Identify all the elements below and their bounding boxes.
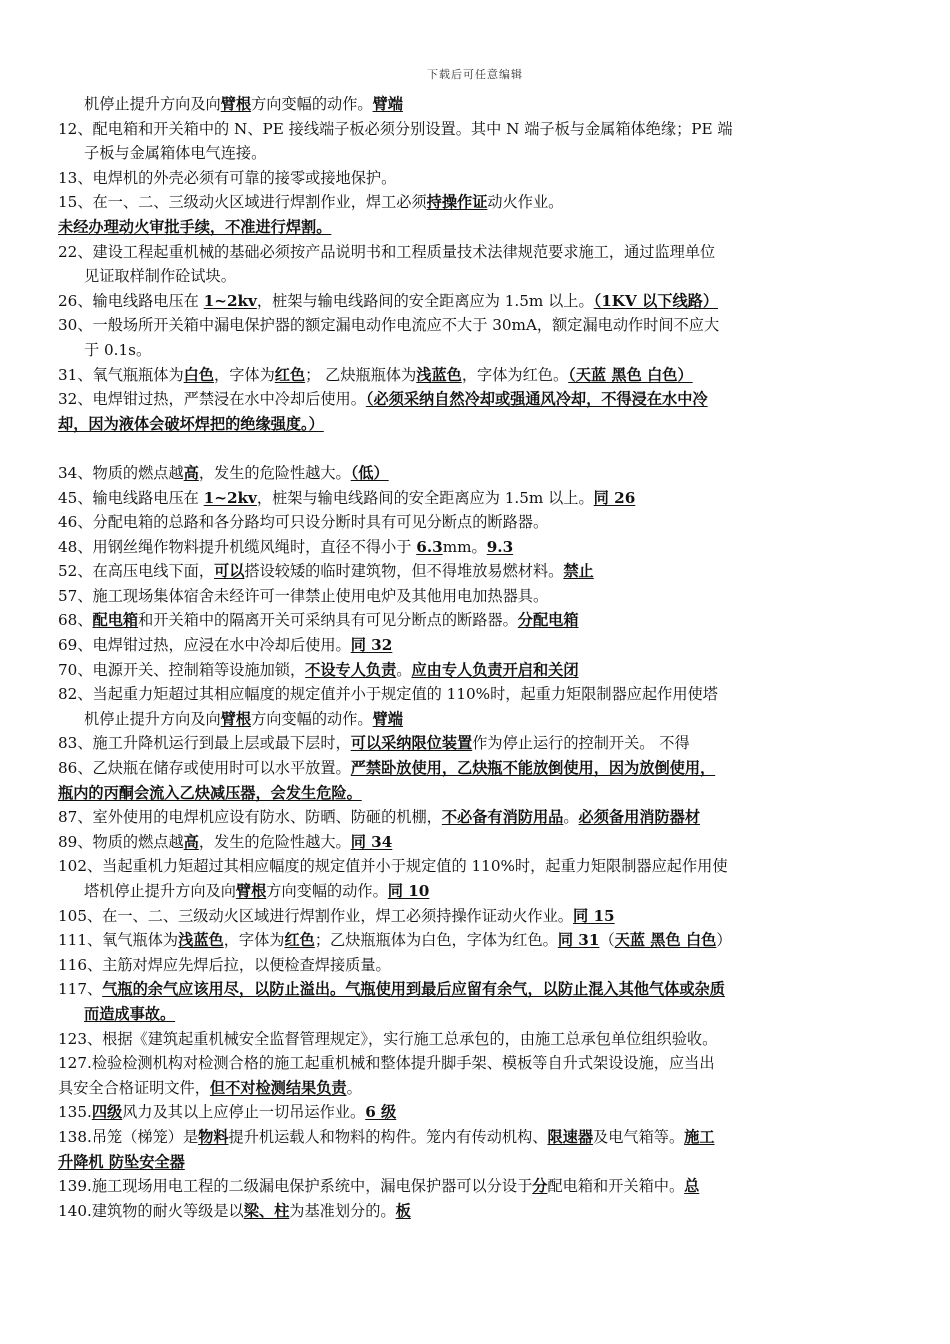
text-segment: 86、乙炔瓶在储存或使用时可以水平放置。 (58, 759, 351, 778)
text-segment: 102、当起重机力矩超过其相应幅度的规定值并小于规定值的 110%时，起重力矩限制器应起作用使 (58, 857, 728, 876)
answer-emphasis: 物料 (198, 1127, 229, 1146)
answer-emphasis: 臂根 (220, 95, 252, 113)
text-line (58, 953, 898, 978)
answer-emphasis: 同 10 (387, 882, 430, 900)
answer-emphasis: 但不对检测结果负责 (209, 1078, 347, 1097)
text-line (58, 977, 898, 1002)
answer-emphasis: 持操作证 (426, 193, 488, 212)
text-segment: 提升机运载人和物料的构件。笼内有传动机构、 (228, 1127, 548, 1146)
answer-emphasis: 而造成事故。 (84, 1004, 176, 1023)
answer-emphasis: 1~2kv (203, 488, 257, 507)
text-segment: 13、电焊机的外壳必须有可靠的接零或接地保护。 (58, 168, 397, 187)
answer-emphasis: 浅蓝色 (178, 931, 224, 950)
text-segment: ，字体为 (223, 931, 285, 950)
text-segment: 127.检验检测机构对检测合格的施工起重机械和整体提升脚手架、模板等自升式架设设施，应当出 (58, 1054, 715, 1073)
text-segment: 57、施工现场集体宿舍未经许可一律禁止使用电炉及其他用电加热器具。 (58, 586, 549, 605)
text-line (58, 854, 898, 879)
answer-emphasis: 同 15 (573, 906, 615, 925)
text-segment: 139.施工现场用电工程的二级漏电保护系统中，漏电保护器可以分设于 (58, 1177, 533, 1196)
text-segment: 。 (396, 660, 412, 679)
text-line (58, 190, 898, 215)
answer-emphasis: （天蓝 黑色 白色） (568, 365, 693, 384)
answer-emphasis: 不必备有消防用品 (441, 808, 564, 827)
answer-emphasis: 禁止 (563, 562, 594, 581)
answer-emphasis: 瓶内的丙酮会流入乙炔减压器，会发生危险。 (58, 783, 362, 802)
text-line (58, 1002, 898, 1027)
text-segment: ，字体为红色。 (461, 365, 569, 384)
text-segment: 111、氧气瓶体为 (58, 931, 179, 950)
answer-emphasis: （必须采纳自然冷却或强通风冷却，不得浸在水中冷 (365, 390, 708, 409)
text-segment: 。 (346, 1078, 362, 1097)
text-segment: ，发生的危险性越大。 (198, 832, 351, 851)
text-segment: 82、当起重力矩超过其相应幅度的规定值并小于规定值的 110%时，起重力矩限制器应起作用使塔 (58, 685, 718, 704)
text-segment: 动火作业。 (487, 193, 564, 212)
text-line (58, 338, 898, 363)
answer-emphasis: 配电箱 (92, 611, 139, 630)
text-line (58, 805, 898, 830)
text-line (58, 412, 898, 437)
text-segment: 方向变幅的动作。 (251, 95, 373, 113)
answer-emphasis: 未经办理动火审批手续，不准进行焊割。 (58, 217, 332, 236)
answer-emphasis: 同 31 (557, 931, 600, 950)
page-header: 下载后可任意编辑 (427, 68, 523, 81)
text-segment: 方向变幅的动作。 (251, 709, 373, 728)
answer-emphasis: 梁、柱 (243, 1201, 290, 1220)
text-segment: 69、电焊钳过热，应浸在水中冷却后使用。 (58, 636, 351, 655)
text-segment: 子板与金属箱体电气连接。 (84, 144, 267, 163)
text-line (58, 1125, 898, 1150)
text-segment: 87、室外使用的电焊机应设有防水、防晒、防砸的机棚， (58, 808, 442, 827)
text-segment: 105、在一、二、三级动火区域进行焊割作业，焊工必须持操作证动火作业。 (58, 906, 573, 925)
answer-emphasis: 严禁卧放使用，乙炔瓶不能放倒使用，因为放倒使用， (350, 759, 716, 778)
text-line (58, 240, 898, 265)
text-line (58, 166, 898, 191)
text-segment: 117、 (58, 980, 103, 999)
text-segment: 机停止提升方向及向 (84, 95, 221, 113)
text-segment: ） (716, 931, 732, 950)
document-body (58, 92, 898, 1223)
text-line (58, 1076, 898, 1101)
text-line (58, 830, 898, 855)
text-segment: ，桩架与输电线路间的安全距离应为 1.5m 以上。 (256, 488, 594, 507)
text-line (58, 1199, 898, 1224)
answer-emphasis: 分配电箱 (517, 611, 579, 630)
answer-emphasis: 天蓝 黑色 白色 (614, 931, 717, 950)
answer-emphasis: 分 (532, 1177, 548, 1196)
text-segment: 52、在高压电线下面， (58, 562, 215, 581)
text-line (58, 1174, 898, 1199)
text-segment: 34、物质的燃点越 (58, 463, 184, 482)
text-segment: 89、物质的燃点越 (58, 832, 184, 851)
text-segment: 83、施工升降机运行到最上层或最下层时， (58, 734, 351, 753)
text-segment: 31、氧气瓶瓶体为 (58, 365, 184, 384)
text-segment: 70、电源开关、控制箱等设施加锁， (58, 660, 306, 679)
text-line (58, 584, 898, 609)
answer-emphasis: 臂根 (220, 709, 252, 728)
text-segment: 116、主筋对焊应先焊后拉，以便检查焊接质量。 (58, 955, 391, 974)
text-line (58, 510, 898, 535)
answer-emphasis: （低） (350, 463, 389, 482)
text-line (58, 363, 898, 388)
answer-emphasis: 9.3 (486, 537, 514, 556)
text-line (58, 781, 898, 806)
text-segment: 搭设较矮的临时建筑物，但不得堆放易燃材料。 (244, 562, 564, 581)
text-segment: 风力及其以上应停止一切吊运作业。 (122, 1103, 366, 1122)
answer-emphasis: 可以采纳限位装置 (350, 734, 473, 753)
text-segment: 32、电焊钳过热，严禁浸在水中冷却后使用。 (58, 390, 366, 409)
text-line (58, 387, 898, 412)
answer-emphasis: 板 (395, 1201, 411, 1220)
answer-emphasis: 红色 (284, 931, 315, 950)
answer-emphasis: 白色 (183, 365, 215, 384)
text-line (58, 756, 898, 781)
answer-emphasis: 高 (183, 832, 199, 851)
text-line (58, 731, 898, 756)
answer-emphasis: 同 32 (350, 636, 393, 655)
text-line (58, 461, 898, 486)
text-line (58, 1051, 898, 1076)
answer-emphasis: 应由专人负责开启和关闭 (411, 660, 579, 679)
text-segment: 和开关箱中的隔离开关可采纳具有可见分断点的断路器。 (138, 611, 518, 630)
text-line (58, 658, 898, 683)
text-line (58, 1150, 898, 1175)
text-segment: 12、配电箱和开关箱中的 N、PE 接线端子板必须分别设置。其中 N 端子板与金属箱体绝缘；PE 端 (58, 119, 733, 138)
text-line (58, 289, 898, 314)
text-line (58, 682, 898, 707)
text-segment: ； 乙炔瓶瓶体为 (305, 365, 417, 384)
text-segment: 48、用钢丝绳作物料提升机缆风绳时，直径不得小于 (58, 537, 417, 556)
text-segment: 作为停止运行的控制开关。 不得 (472, 734, 690, 753)
text-segment: 于 0.1s。 (84, 340, 152, 359)
answer-emphasis: 6.3 (416, 537, 443, 556)
text-segment: 见证取样制作砼试块。 (84, 267, 236, 286)
text-line (58, 486, 898, 511)
text-segment: 123、根据《建筑起重机械安全监督管理规定》，实行施工总承包的，由施工总承包单位组织验收。 (58, 1029, 718, 1048)
answer-emphasis: 必须备用消防器材 (578, 808, 701, 827)
answer-emphasis: 施工 (684, 1127, 715, 1146)
text-segment: ；乙炔瓶瓶体为白色，字体为红色。 (314, 931, 558, 950)
text-segment: 45、输电线路电压在 (58, 488, 204, 507)
text-segment: 方向变幅的动作。 (266, 882, 388, 900)
text-line (58, 535, 898, 560)
text-line (58, 633, 898, 658)
answer-emphasis: 气瓶的余气应该用尽，以防止溢出。气瓶使用到最后应留有余气，以防止混入其他气体或杂质 (102, 980, 725, 999)
text-segment: 机停止提升方向及向 (84, 709, 221, 728)
text-line (58, 1027, 898, 1052)
text-segment: 26、输电线路电压在 (58, 291, 204, 310)
answer-emphasis: 升降机 防坠安全器 (58, 1152, 185, 1171)
answer-emphasis: 同 34 (350, 832, 393, 851)
text-line (58, 559, 898, 584)
text-line (58, 264, 898, 289)
text-segment: 135. (58, 1103, 92, 1122)
answer-emphasis: （1KV 以下线路） (593, 291, 719, 310)
answer-emphasis: 臂端 (372, 709, 403, 728)
answer-emphasis: 同 26 (593, 488, 636, 507)
text-segment: 塔机停止提升方向及向 (84, 882, 236, 900)
text-line (58, 117, 898, 142)
answer-emphasis: 不设专人负责 (305, 660, 397, 679)
text-segment: （ (599, 931, 615, 950)
text-segment: mm。 (442, 537, 487, 556)
text-segment: 46、分配电箱的总路和各分路均可只设分断时具有可见分断点的断路器。 (58, 513, 549, 532)
answer-emphasis: 限速器 (547, 1127, 594, 1146)
answer-emphasis: 高 (183, 463, 199, 482)
answer-emphasis: 却，因为液体会破坏焊把的绝缘强度。） (58, 414, 324, 433)
text-segment: 138.吊笼（梯笼）是 (58, 1127, 199, 1146)
text-line (58, 879, 898, 904)
text-line (58, 141, 898, 166)
text-segment: 为基准划分的。 (289, 1201, 396, 1220)
text-segment: 140.建筑物的耐火等级是以 (58, 1201, 244, 1220)
answer-emphasis: 总 (684, 1177, 700, 1196)
text-line (58, 608, 898, 633)
blank-line (58, 436, 898, 461)
text-segment: 配电箱和开关箱中。 (547, 1177, 685, 1196)
text-segment: 30、一般场所开关箱中漏电保护器的额定漏电动作电流应不大于 30mA，额定漏电动作时间不应大 (58, 316, 720, 335)
answer-emphasis: 红色 (274, 365, 306, 384)
text-segment: 具安全合格证明文件， (58, 1078, 210, 1097)
text-segment: 。 (563, 808, 579, 827)
answer-emphasis: 浅蓝色 (416, 365, 462, 384)
text-segment: ，桩架与输电线路间的安全距离应为 1.5m 以上。 (256, 291, 594, 310)
text-line (58, 1100, 898, 1125)
text-segment: ，发生的危险性越大。 (198, 463, 351, 482)
text-segment: 68、 (58, 611, 93, 630)
text-segment: ，字体为 (214, 365, 275, 384)
text-line (58, 707, 898, 732)
text-line (58, 904, 898, 929)
text-segment: 15、在一、二、三级动火区域进行焊割作业，焊工必须 (58, 193, 427, 212)
answer-emphasis: 臂端 (372, 95, 403, 113)
text-line (58, 928, 898, 953)
text-segment: 22、建设工程起重机械的基础必须按产品说明书和工程质量技术法律规范要求施工，通过监理单位 (58, 242, 716, 261)
text-line (58, 215, 898, 240)
answer-emphasis: 1~2kv (203, 291, 257, 310)
text-segment: 及电气箱等。 (593, 1127, 685, 1146)
text-line (58, 92, 898, 117)
answer-emphasis: 可以 (214, 562, 245, 581)
answer-emphasis: 四级 (91, 1103, 123, 1122)
text-line (58, 313, 898, 338)
answer-emphasis: 臂根 (235, 882, 267, 900)
answer-emphasis: 6 级 (365, 1103, 397, 1122)
